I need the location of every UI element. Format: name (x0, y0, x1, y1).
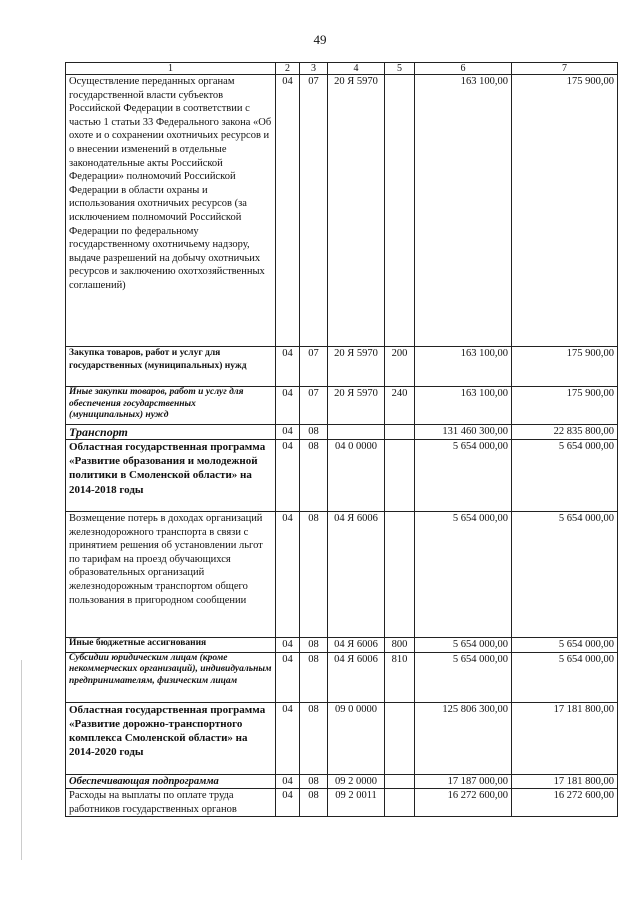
row-amount-col6: 163 100,00 (415, 75, 512, 347)
row-amount-col7: 5 654 000,00 (512, 652, 618, 702)
row-amount-col7: 175 900,00 (512, 387, 618, 425)
row-target-article: 20 Я 5970 (328, 75, 385, 347)
row-subsection: 07 (300, 75, 328, 347)
table-row (66, 512, 618, 638)
column-header-2: 2 (276, 63, 300, 75)
budget-table (65, 62, 618, 817)
row-amount-col7: 17 181 800,00 (512, 702, 618, 774)
row-target-article: 04 0 0000 (328, 440, 385, 512)
row-section: 04 (276, 347, 300, 387)
row-subsection: 08 (300, 440, 328, 512)
table-row (66, 774, 618, 789)
row-amount-col6: 5 654 000,00 (415, 440, 512, 512)
row-expense-type (385, 440, 415, 512)
row-name: Возмещение потерь в доходах организаций железнодорожного транспорта в связи с принятием решения об установлении льгот по тарифам на проезд обучающихся образовательных организаций железнодорожным транспортом общего пользования в пригородном сообщении (66, 512, 276, 638)
row-amount-col7: 175 900,00 (512, 347, 618, 387)
row-name: Иные закупки товаров, работ и услуг для обеспечения государственных (муниципальных) нужд (66, 387, 276, 425)
row-amount-col6: 17 187 000,00 (415, 774, 512, 789)
row-section: 04 (276, 702, 300, 774)
row-target-article: 04 Я 6006 (328, 652, 385, 702)
column-header-4: 4 (328, 63, 385, 75)
row-name: Осуществление переданных органам государственной власти субъектов Российской Федерации в соответствии с частью 1 статьи 33 Федерального закона «Об охоте и о сохранении охотничьих ресурсов и о внесении изменений в отдельные законодательные акты Российской Федерации» полномочий Российской Федерации в области охраны и использования охотничьих ресурсов (за исключением полномочий Российской Федерации по федеральному государственному охотничьему надзору, выдаче разрешений на добычу охотничьих ресурсов и заключению охотхозяйственных соглашений) (66, 75, 276, 347)
row-amount-col7: 175 900,00 (512, 75, 618, 347)
row-section: 04 (276, 652, 300, 702)
table-row (66, 440, 618, 512)
row-amount-col7: 5 654 000,00 (512, 440, 618, 512)
row-amount-col6: 16 272 600,00 (415, 789, 512, 817)
row-expense-type (385, 75, 415, 347)
row-target-article (328, 425, 385, 440)
row-subsection: 08 (300, 652, 328, 702)
row-amount-col7: 5 654 000,00 (512, 512, 618, 638)
row-amount-col6: 125 806 300,00 (415, 702, 512, 774)
row-subsection: 08 (300, 774, 328, 789)
row-amount-col6: 163 100,00 (415, 347, 512, 387)
row-name: Субсидии юридическим лицам (кроме некоммерческих организаций), индивидуальным предпринимателям, физическим лицам (66, 652, 276, 702)
table-row (66, 75, 618, 347)
column-header-5: 5 (385, 63, 415, 75)
row-subsection: 08 (300, 789, 328, 817)
table-row (66, 652, 618, 702)
row-section: 04 (276, 440, 300, 512)
row-target-article: 09 2 0011 (328, 789, 385, 817)
row-section: 04 (276, 638, 300, 653)
table-row (66, 638, 618, 653)
column-header-3: 3 (300, 63, 328, 75)
row-amount-col7: 16 272 600,00 (512, 789, 618, 817)
row-expense-type (385, 512, 415, 638)
row-subsection: 07 (300, 387, 328, 425)
column-header-row (66, 63, 618, 75)
row-amount-col6: 163 100,00 (415, 387, 512, 425)
table-row (66, 702, 618, 774)
row-subsection: 08 (300, 638, 328, 653)
row-expense-type (385, 425, 415, 440)
column-header-7: 7 (512, 63, 618, 75)
row-section: 04 (276, 512, 300, 638)
row-subsection: 07 (300, 347, 328, 387)
row-amount-col6: 5 654 000,00 (415, 652, 512, 702)
row-name: Областная государственная программа «Развитие дорожно-транспортного комплекса Смоленской области» на 2014-2020 годы (66, 702, 276, 774)
row-subsection: 08 (300, 425, 328, 440)
table-row (66, 789, 618, 817)
row-name: Областная государственная программа «Развитие образования и молодежной политики в Смоленской области» на 2014-2018 годы (66, 440, 276, 512)
row-section: 04 (276, 387, 300, 425)
row-expense-type (385, 789, 415, 817)
row-expense-type: 800 (385, 638, 415, 653)
row-expense-type: 240 (385, 387, 415, 425)
row-amount-col7: 22 835 800,00 (512, 425, 618, 440)
table-row (66, 347, 618, 387)
row-section: 04 (276, 774, 300, 789)
row-target-article: 04 Я 6006 (328, 512, 385, 638)
row-amount-col7: 17 181 800,00 (512, 774, 618, 789)
row-name: Закупка товаров, работ и услуг для государственных (муниципальных) нужд (66, 347, 276, 387)
table-row (66, 425, 618, 440)
row-section: 04 (276, 75, 300, 347)
row-expense-type (385, 702, 415, 774)
row-name: Расходы на выплаты по оплате труда работников государственных органов (66, 789, 276, 817)
scan-edge-line (21, 660, 22, 860)
row-target-article: 09 2 0000 (328, 774, 385, 789)
row-target-article: 04 Я 6006 (328, 638, 385, 653)
row-amount-col6: 131 460 300,00 (415, 425, 512, 440)
page-number: 49 (313, 32, 327, 47)
row-subsection: 08 (300, 512, 328, 638)
row-section: 04 (276, 789, 300, 817)
row-target-article: 20 Я 5970 (328, 387, 385, 425)
row-section: 04 (276, 425, 300, 440)
row-amount-col6: 5 654 000,00 (415, 512, 512, 638)
row-expense-type: 200 (385, 347, 415, 387)
row-name: Обеспечивающая подпрограмма (66, 774, 276, 789)
row-target-article: 20 Я 5970 (328, 347, 385, 387)
row-target-article: 09 0 0000 (328, 702, 385, 774)
row-name: Транспорт (66, 425, 276, 440)
row-name: Иные бюджетные ассигнования (66, 638, 276, 653)
row-expense-type (385, 774, 415, 789)
row-expense-type: 810 (385, 652, 415, 702)
table-row (66, 387, 618, 425)
row-amount-col6: 5 654 000,00 (415, 638, 512, 653)
column-header-6: 6 (415, 63, 512, 75)
row-amount-col7: 5 654 000,00 (512, 638, 618, 653)
row-subsection: 08 (300, 702, 328, 774)
column-header-1: 1 (66, 63, 276, 75)
